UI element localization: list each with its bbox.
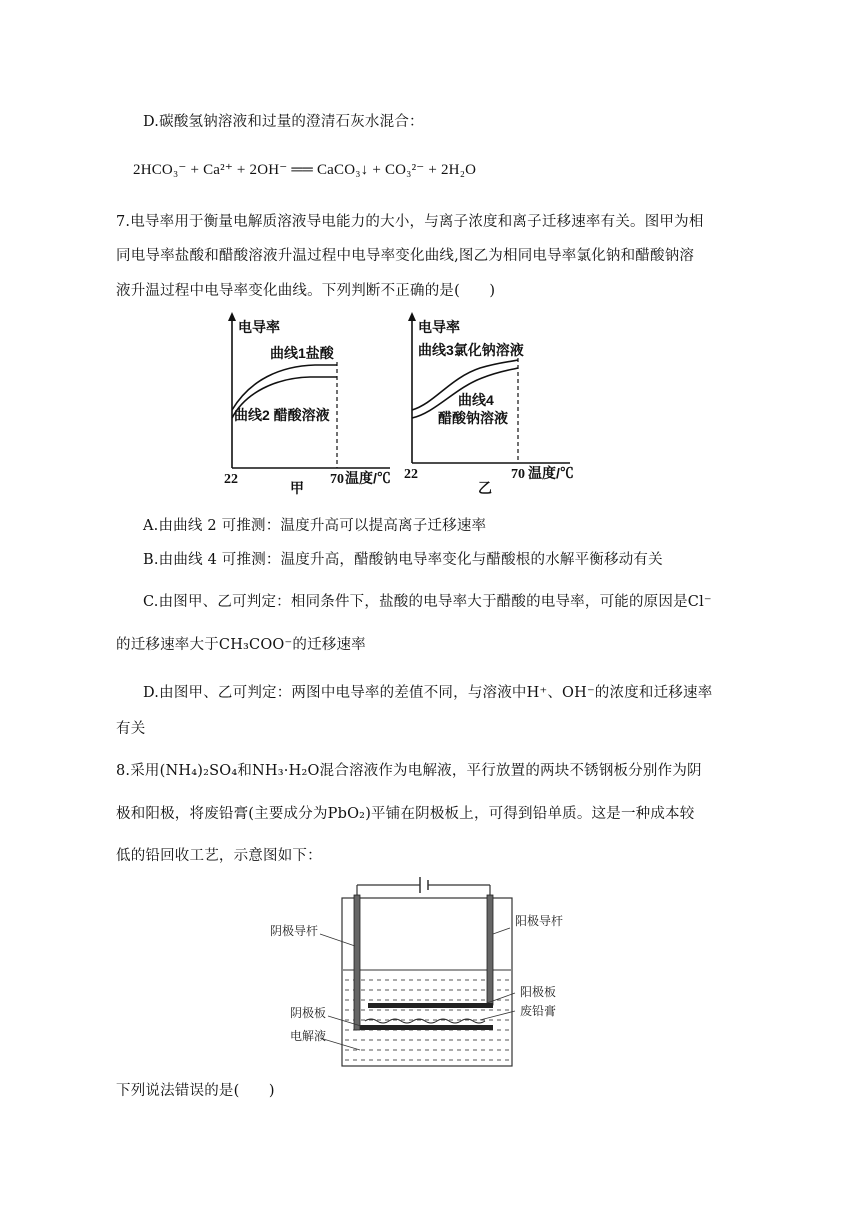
jia-y-label: 电导率 <box>238 319 280 335</box>
q7-option-c-line2: 的迁移速率大于CH₃COO⁻的迁移速率 <box>116 637 366 653</box>
q7-option-c-line1: C.由图甲、乙可判定：相同条件下，盐酸的电导率大于醋酸的电导率，可能的原因是Cl⁻ <box>143 594 712 610</box>
q8-question: 下列说法错误的是( ) <box>116 1083 275 1099</box>
q8-line3: 低的铅回收工艺，示意图如下： <box>116 848 322 864</box>
anode-rod-label: 阳极导杆 <box>515 914 564 928</box>
cathode-rod-label: 阴极导杆 <box>270 924 319 938</box>
yi-tick-start: 22 <box>404 467 418 482</box>
curve3-label: 曲线3氯化钠溶液 <box>418 342 524 358</box>
jia-tick-end: 70 <box>330 472 344 487</box>
q7-option-d-line1: D.由图甲、乙可判定：两图中电导率的差值不同，与溶液中H⁺、OH⁻的浓度和迁移速率 <box>143 685 713 701</box>
waste-paste-label: 废铅膏 <box>520 1004 557 1018</box>
electrolysis-figure <box>265 868 595 1070</box>
jia-x-label: 温度/℃ <box>345 470 391 486</box>
q7-figure <box>210 308 610 503</box>
option-d-prev: D.碳酸氢钠溶液和过量的澄清石灰水混合： <box>143 114 424 130</box>
yi-caption: 乙 <box>478 480 492 496</box>
jia-caption: 甲 <box>290 480 304 496</box>
yi-tick-end: 70 <box>511 467 525 482</box>
jia-tick-start: 22 <box>224 472 238 487</box>
anode-plate-label: 阳极板 <box>520 985 557 999</box>
equation: 2HCO₃⁻ + Ca²⁺ + 2OH⁻ ══ CaCO₃↓ + CO₃²⁻ + 2H₂O <box>133 162 477 178</box>
yi-x-label: 温度/℃ <box>528 465 574 481</box>
curve4-label-2: 醋酸钠溶液 <box>438 410 508 426</box>
chart-yi <box>404 312 574 496</box>
curve4-label-1: 曲线4 <box>458 392 494 408</box>
q7-option-d-line2: 有关 <box>116 721 146 737</box>
q8-line2: 极和阳极，将废铅膏(主要成分为PbO₂)平铺在阴极板上，可得到铅单质。这是一种成本较 <box>116 806 695 822</box>
q7-option-b: B.由曲线 4 可推测：温度升高，醋酸钠电导率变化与醋酸根的水解平衡移动有关 <box>143 552 663 568</box>
yi-y-label: 电导率 <box>418 319 460 335</box>
q8-line1: 8.采用(NH₄)₂SO₄和NH₃·H₂O混合溶液作为电解液，平行放置的两块不锈钢板分别作为阴 <box>116 763 702 779</box>
q7-option-a: A.由曲线 2 可推测：温度升高可以提高离子迁移速率 <box>143 518 487 534</box>
curve1-label: 曲线1盐酸 <box>270 345 334 361</box>
electrolyte-label: 电解液 <box>290 1029 327 1043</box>
q7-line2: 同电导率盐酸和醋酸溶液升温过程中电导率变化曲线,图乙为相同电导率氯化钠和醋酸钠溶 <box>116 248 695 264</box>
cathode-plate-label: 阴极板 <box>290 1006 327 1020</box>
chart-jia <box>224 312 391 496</box>
curve2-label: 曲线2 醋酸溶液 <box>234 407 330 423</box>
q7-line1: 7.电导率用于衡量电解质溶液导电能力的大小，与离子浓度和离子迁移速率有关。图甲为相 <box>116 214 704 230</box>
q7-line3: 液升温过程中电导率变化曲线。下列判断不正确的是( ) <box>116 283 496 299</box>
